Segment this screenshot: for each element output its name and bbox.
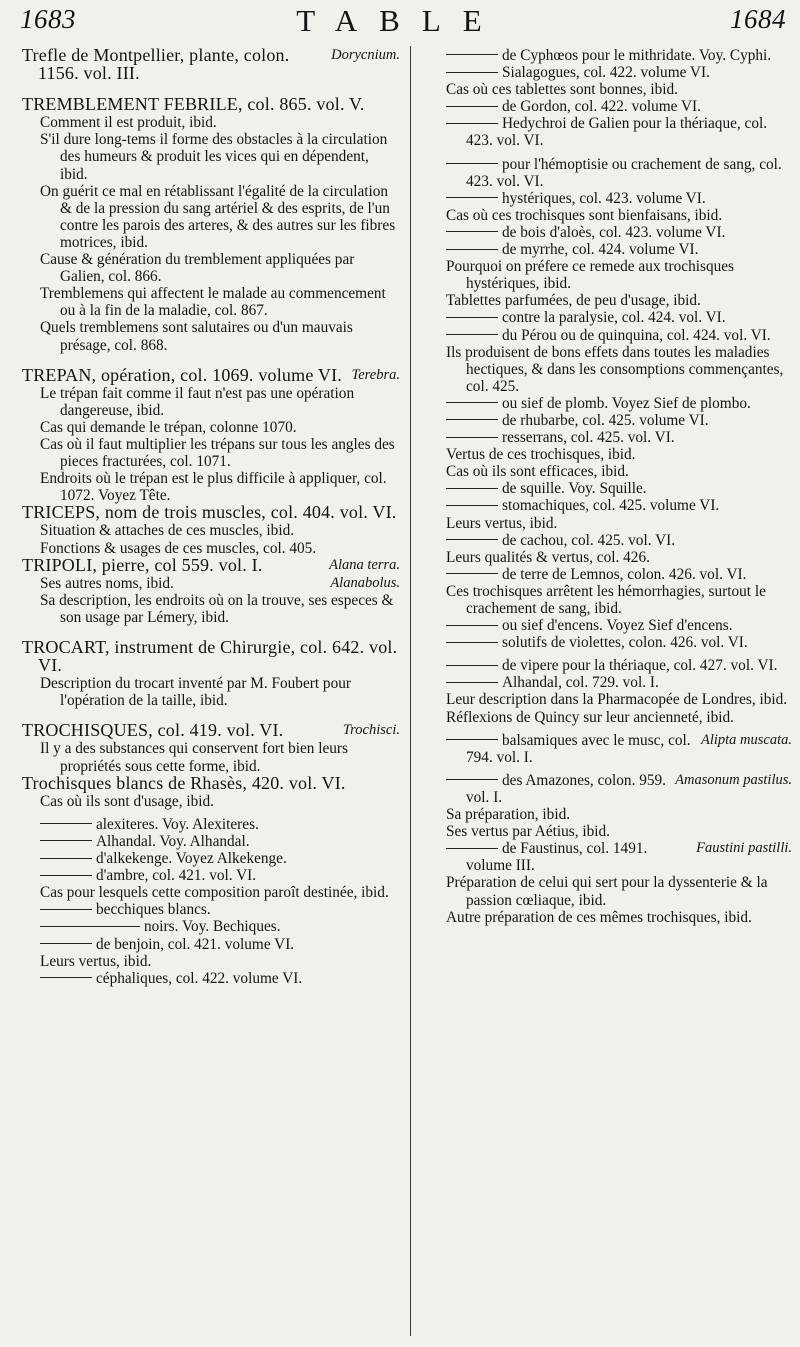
- index-subentry: [428, 840, 792, 874]
- entry-text: S'il dure long-tems il forme des obstacles à la circulation des humeurs & produit les vices qui en dépendent, ibid.: [40, 131, 388, 183]
- entry-text: d'alkekenge. Voyez Alkekenge.: [96, 850, 287, 868]
- index-subentry: [428, 429, 792, 446]
- index-subentry: [22, 183, 400, 251]
- index-subentry: [22, 114, 400, 131]
- ditto-dash: [446, 231, 498, 232]
- index-subentry: [22, 970, 400, 987]
- entry-text: Cas qui demande le trépan, colonne 1070.: [40, 418, 297, 436]
- entry-text: Autre préparation de ces mêmes trochisques, ibid.: [446, 908, 752, 926]
- entry-text: de terre de Lemnos, colon. 426. vol. VI.: [502, 565, 747, 583]
- entry-text: TREPAN, opération, col. 1069. volume VI.: [22, 364, 342, 385]
- entry-text: hystériques, col. 423. volume VI.: [502, 189, 706, 207]
- entry-text: Ces trochisques arrêtent les hémorrhagies, surtout le crachement de sang, ibid.: [446, 582, 766, 617]
- entry-text: balsamiques avec le musc, col. 794. vol. I.: [466, 731, 691, 766]
- entry-text: ou sief de plomb. Voyez Sief de plombo.: [502, 394, 751, 412]
- entry-text: d'ambre, col. 421. vol. VI.: [96, 867, 257, 885]
- entry-text: Trochisques blancs de Rhasès, 420. vol. VI.: [22, 772, 346, 793]
- latin-name-note: Terebra.: [351, 366, 400, 383]
- ditto-dash: [446, 739, 498, 740]
- entry-text: stomachiques, col. 425. volume VI.: [502, 497, 720, 515]
- entry-text: de bois d'aloès, col. 423. volume VI.: [502, 223, 726, 241]
- right-column: [428, 47, 792, 926]
- entry-text: de Faustinus, col. 1491. volume III.: [466, 840, 648, 875]
- index-subentry: [22, 953, 400, 970]
- entry-text: Description du trocart inventé par M. Foubert pour l'opération de la taille, ibid.: [40, 675, 351, 710]
- entry-text: TRIPOLI, pierre, col 559. vol. I.: [22, 554, 263, 575]
- entry-text: TROCART, instrument de Chirurgie, col. 642. vol. VI.: [22, 637, 398, 676]
- index-subentry: [428, 823, 792, 840]
- index-subentry: [22, 131, 400, 182]
- ditto-dash: [446, 682, 498, 683]
- entry-text: Vertus de ces trochisques, ibid.: [446, 446, 636, 464]
- latin-name-note: Dorycnium.: [331, 47, 400, 63]
- entry-text: Leurs vertus, ibid.: [40, 952, 152, 970]
- index-subentry: [22, 319, 400, 353]
- ditto-dash: [40, 943, 92, 944]
- ditto-dash: [446, 197, 498, 198]
- entry-text: Leurs vertus, ibid.: [446, 514, 558, 532]
- page-number-right: 1684: [730, 4, 786, 34]
- entry-text: Hedychroi de Galien pour la thériaque, col. 423. vol. VI.: [466, 115, 768, 150]
- entry-text: solutifs de violettes, colon. 426. vol. VI.: [502, 634, 748, 652]
- index-subentry: [22, 436, 400, 470]
- entry-text: Fonctions & usages de ces muscles, col. 405.: [40, 539, 317, 557]
- index-subentry: [428, 190, 792, 207]
- index-subentry: [22, 385, 400, 419]
- latin-name-note: Alana terra.: [329, 556, 400, 573]
- ditto-dash: [446, 419, 498, 420]
- entry-text: Cause & génération du tremblement appliquées par Galien, col. 866.: [40, 251, 355, 286]
- index-subentry: [428, 634, 792, 651]
- index-subentry: [428, 909, 792, 926]
- index-subentry: [22, 419, 400, 436]
- ditto-dash: [446, 505, 498, 506]
- latin-name-note: Faustini pastilli.: [696, 840, 792, 857]
- index-subentry: [22, 816, 400, 833]
- index-subentry: [428, 691, 792, 708]
- ditto-dash: [446, 488, 498, 489]
- ditto-dash: [446, 665, 498, 666]
- page-number-left: 1683: [20, 4, 76, 34]
- entry-text: Alhandal. Voy. Alhandal.: [96, 832, 250, 850]
- latin-name-note: Amasonum pastilus.: [675, 771, 792, 788]
- index-subentry: [428, 532, 792, 549]
- index-subentry: [22, 936, 400, 953]
- index-subentry: [22, 884, 400, 901]
- index-subentry: [428, 806, 792, 823]
- entry-text: de squille. Voy. Squille.: [502, 480, 647, 498]
- entry-text: Sa description, les endroits où on la trouve, ses especes & son usage par Lémery, ibid.: [40, 591, 394, 626]
- entry-text: Ils produisent de bons effets dans toutes les maladies hectiques, & dans les consomptions commençantes, col. 425.: [446, 343, 784, 395]
- index-subentry: [22, 675, 400, 709]
- ditto-dash: [446, 106, 498, 107]
- entry-text: Trefle de Montpellier, plante, colon. 1156. vol. III.: [22, 45, 290, 84]
- ditto-dash: [446, 249, 498, 250]
- entry-text: contre la paralysie, col. 424. vol. VI.: [502, 309, 726, 327]
- entry-text: de rhubarbe, col. 425. volume VI.: [502, 411, 709, 429]
- entry-text: alexiteres. Voy. Alexiteres.: [96, 815, 259, 833]
- index-subentry: [428, 657, 792, 674]
- ditto-dash: [446, 642, 498, 643]
- entry-text: du Pérou ou de quinquina, col. 424. vol. VI.: [502, 326, 771, 344]
- entry-text: Cas où ils sont d'usage, ibid.: [40, 792, 214, 810]
- page-title: TABLE: [296, 3, 504, 38]
- index-subentry: [428, 732, 792, 766]
- index-subentry: [22, 470, 400, 504]
- entry-text: de benjoin, col. 421. volume VI.: [96, 935, 295, 953]
- ditto-dash: [446, 163, 498, 164]
- entry-text: Situation & attaches de ces muscles, ibid.: [40, 522, 295, 540]
- entry-text: de Gordon, col. 422. volume VI.: [502, 98, 701, 116]
- index-subentry: [428, 292, 792, 309]
- entry-text: Alhandal, col. 729. vol. I.: [502, 674, 659, 692]
- latin-name-note: Alipta muscata.: [700, 731, 792, 748]
- entry-text: Cas pour lesquels cette composition paroît destinée, ibid.: [40, 884, 389, 902]
- left-column: [22, 47, 400, 987]
- entry-text: Ses autres noms, ibid.: [40, 574, 174, 592]
- index-subentry: [428, 446, 792, 463]
- entry-text: Endroits où le trépan est le plus difficile à appliquer, col. 1072. Voyez Tête.: [40, 470, 387, 505]
- ditto-dash: [446, 539, 498, 540]
- entry-text: Tremblemens qui affectent le malade au commencement ou à la fin de la maladie, col. 867.: [40, 285, 386, 320]
- index-subentry: [428, 241, 792, 258]
- index-subentry: [428, 549, 792, 566]
- entry-text: Cas où ces trochisques sont bienfaisans, ibid.: [446, 206, 723, 224]
- entry-text: Le trépan fait comme il faut n'est pas une opération dangereuse, ibid.: [40, 384, 355, 419]
- entry-text: céphaliques, col. 422. volume VI.: [96, 969, 303, 987]
- latin-name-note: Alanabolus.: [330, 574, 400, 591]
- index-subentry: [428, 772, 792, 806]
- latin-name-note: Trochisci.: [342, 722, 400, 739]
- ditto-dash: [40, 823, 92, 824]
- index-entry-heading: [22, 504, 400, 522]
- index-subentry: [428, 566, 792, 583]
- index-subentry: [428, 674, 792, 691]
- entry-text: On guérit ce mal en rétablissant l'égalité de la circulation & de la pression du sang artériel & des esprits, de l'un contre les parois des arteres, & des autres sur les fibres motrices, ibid.: [40, 182, 396, 251]
- entry-text: TROCHISQUES, col. 419. vol. VI.: [22, 720, 284, 741]
- ditto-dash: [446, 779, 498, 780]
- ditto-dash: [446, 334, 498, 335]
- index-subentry: [428, 115, 792, 149]
- entry-text: becchiques blancs.: [96, 901, 211, 919]
- entry-text: Sa préparation, ibid.: [446, 806, 571, 824]
- entry-text: Il y a des substances qui conservent fort bien leurs propriétés sous cette forme, ibid.: [40, 740, 348, 775]
- index-subentry: [428, 874, 792, 908]
- index-subentry: [428, 497, 792, 514]
- index-subentry: [428, 709, 792, 726]
- index-subentry: [428, 47, 792, 64]
- index-subentry: [22, 901, 400, 918]
- ditto-dash: [40, 875, 92, 876]
- index-subentry: [22, 740, 400, 774]
- index-subentry: [428, 515, 792, 532]
- index-subentry: [428, 583, 792, 617]
- entry-text: Cas où ils sont efficaces, ibid.: [446, 463, 629, 481]
- index-subentry: [428, 207, 792, 224]
- ditto-dash: [446, 72, 498, 73]
- ditto-dash: [40, 858, 92, 859]
- entry-text: Quels tremblemens sont salutaires ou d'un mauvais présage, col. 868.: [40, 319, 353, 354]
- entry-text: Sialagogues, col. 422. volume VI.: [502, 64, 710, 82]
- entry-text: des Amazones, colon. 959. vol. I.: [466, 771, 666, 806]
- index-subentry: [22, 793, 400, 810]
- entry-text: TREMBLEMENT FEBRILE, col. 865. vol. V.: [22, 94, 365, 115]
- index-subentry: [22, 251, 400, 285]
- index-subentry: [22, 522, 400, 539]
- index-subentry: [428, 98, 792, 115]
- entry-text: Cas où il faut multiplier les trépans sur tous les angles des pieces fracturées, col. 1071.: [40, 435, 395, 471]
- entry-text: noirs. Voy. Bechiques.: [144, 918, 281, 936]
- index-subentry: [428, 81, 792, 98]
- entry-text: ou sief d'encens. Voyez Sief d'encens.: [502, 617, 733, 635]
- index-subentry: [428, 309, 792, 326]
- index-entry-heading: [22, 554, 400, 575]
- entry-text: Réflexions de Quincy sur leur ancienneté, ibid.: [446, 708, 735, 726]
- entry-text: de cachou, col. 425. vol. VI.: [502, 531, 676, 549]
- entry-text: de Cyphœos pour le mithridate. Voy. Cyphi.: [502, 47, 772, 64]
- entry-text: resserrans, col. 425. vol. VI.: [502, 429, 675, 447]
- index-entry-heading: [22, 96, 400, 114]
- index-subentry: [428, 412, 792, 429]
- entry-text: Cas où ces tablettes sont bonnes, ibid.: [446, 81, 678, 99]
- entry-text: Leur description dans la Pharmacopée de Londres, ibid.: [446, 691, 788, 709]
- ditto-dash: [446, 402, 498, 403]
- ditto-dash: [446, 123, 498, 124]
- index-subentry: [22, 918, 400, 935]
- ditto-dash: [446, 625, 498, 626]
- index-subentry: [22, 285, 400, 319]
- index-subentry: [22, 850, 400, 867]
- ditto-dash: [40, 909, 92, 910]
- entry-text: de vipere pour la thériaque, col. 427. vol. VI.: [502, 657, 778, 675]
- entry-text: Leurs qualités & vertus, col. 426.: [446, 548, 650, 566]
- entry-text: TRICEPS, nom de trois muscles, col. 404. vol. VI.: [22, 502, 397, 523]
- ditto-dash: [40, 926, 140, 927]
- entry-text: pour l'hémoptisie ou crachement de sang, col. 423. vol. VI.: [466, 155, 782, 190]
- index-subentry: [428, 156, 792, 190]
- index-subentry: [428, 344, 792, 395]
- index-subentry: [428, 64, 792, 81]
- index-subentry: [428, 258, 792, 292]
- index-subentry: [22, 592, 400, 626]
- index-entry-heading: [22, 47, 400, 83]
- entry-text: Comment il est produit, ibid.: [40, 114, 217, 132]
- index-entry-heading: [22, 364, 400, 385]
- entry-text: Préparation de celui qui sert pour la dyssenterie & la passion cœliaque, ibid.: [446, 874, 768, 909]
- index-entry-heading: [22, 722, 400, 740]
- column-divider: [410, 46, 411, 1336]
- index-entry-heading: [22, 639, 400, 675]
- ditto-dash: [446, 573, 498, 574]
- index-subentry: [428, 463, 792, 480]
- index-subentry: [428, 617, 792, 634]
- ditto-dash: [40, 840, 92, 841]
- ditto-dash: [446, 848, 498, 849]
- ditto-dash: [40, 977, 92, 978]
- index-subentry: [428, 224, 792, 241]
- index-entry-heading: [22, 772, 400, 793]
- index-subentry: [22, 867, 400, 884]
- entry-text: Pourquoi on préfere ce remede aux trochisques hystériques, ibid.: [446, 258, 734, 293]
- ditto-dash: [446, 54, 498, 55]
- entry-text: Tablettes parfumées, de peu d'usage, ibid.: [446, 292, 701, 310]
- index-subentry: [22, 833, 400, 850]
- ditto-dash: [446, 437, 498, 438]
- ditto-dash: [446, 317, 498, 318]
- entry-text: de myrrhe, col. 424. volume VI.: [502, 241, 699, 259]
- entry-text: Ses vertus par Aétius, ibid.: [446, 823, 611, 841]
- index-subentry: [428, 327, 792, 344]
- index-subentry: [428, 480, 792, 497]
- index-subentry: [428, 395, 792, 412]
- index-subentry: [22, 575, 400, 592]
